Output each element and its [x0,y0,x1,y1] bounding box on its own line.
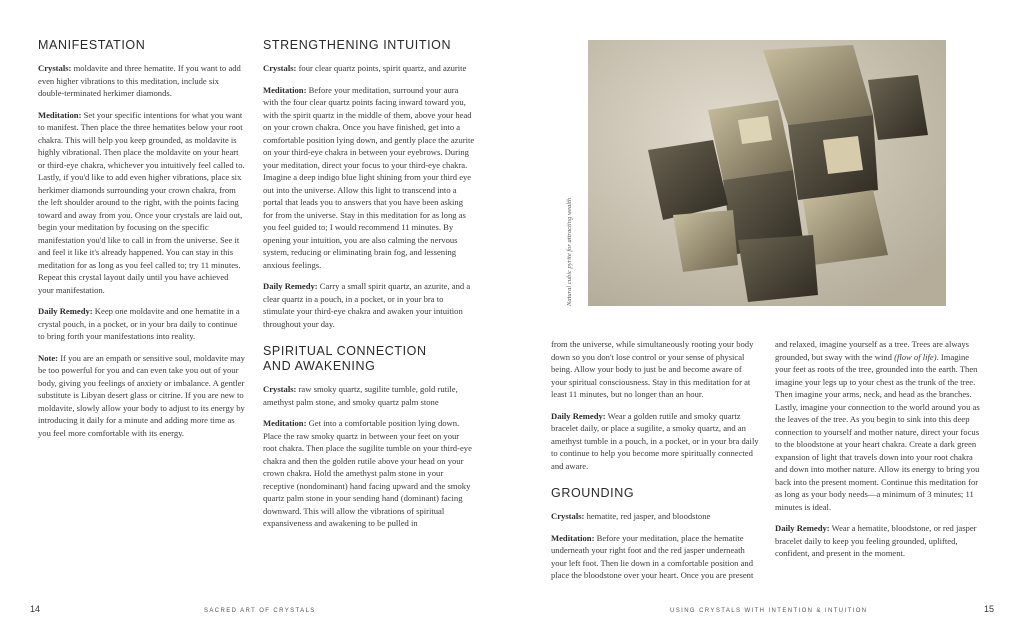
paragraph: from the universe, while simultaneously rooting your body down so you don't lose control or your sense of physical being. Allow your body to just be and become aware of your spiritual consciousness. Stay in this meditation for at least 11 minutes, but no longer than an hour. [551,339,754,399]
paragraph: Daily Remedy: Wear a golden rutile and smoky quartz bracelet daily, or place a sugilite, a smoky quartz, and an amethyst tumble in a pouch, in a pocket, or in your bra daily to continue to help you become more spiritually connected and aware. [551,410,759,471]
paragraph: Meditation: Before your meditation, surround your aura with the four clear quartz points facing inward toward you, with the spirit quartz in the middle of them, above your head on your crown chakra. Once you have finished, get into a comfortable position lying down, and gently place the azurite on your third-eye chakra in between your eyebrows. During your meditation, direct your focus to your third-eye chakra. Imagine a deep indigo blue light shining from your third eye out into the universe. Allow this light to transcend into a portal that leads you to answers that you have been asking for from the universe. Stay in this meditation for as long as you feel guided to; I would recommend 11 minutes. By opening your intuition, you are also calming the nervous system, reducing or eliminating brain fog, and lessening anxious feelings. [263,84,475,270]
paragraph: Meditation: Before your meditation, place the hematite underneath your right foot and the red jasper underneath your left foot. Then lie down in a comfortable position and place the bloodstone over your heart. Once you are present [551,532,754,580]
heading-spiritual-connection: SPIRITUAL CONNECTION AND AWAKENING [263,344,427,373]
paragraph: Crystals: moldavite and three hematite. If you want to add even higher vibrations to this meditation, include six double-terminated herkimer diamonds. [38,63,241,98]
running-footer-left: SACRED ART OF CRYSTALS [204,608,316,614]
page-number-left: 14 [30,604,41,614]
heading-manifestation: MANIFESTATION [38,38,146,52]
paragraph: Daily Remedy: Carry a small spirit quartz, an azurite, and a clear quartz in a pouch, in a pocket, or in your bra to stimulate your third-eye chakra and awaken your intuition throughout your day. [263,281,471,329]
paragraph: Daily Remedy: Wear a hematite, bloodstone, or red jasper bracelet daily to keep you feeling grounded, uplifted, confident, and present in the moment. [775,523,977,558]
pyrite-photo [588,40,946,306]
paragraph: Crystals: raw smoky quartz, sugilite tumble, gold rutile, amethyst palm stone, and smoky quartz palm stone [263,384,458,407]
pyrite-crystal-icon [588,40,946,306]
paragraph: Meditation: Set your specific intentions for what you want to manifest. Then place the three hematites below your root chakra. This will help you keep grounded, as moldavite is highly vibrational. Then place the moldavite on your heart or third-eye chakra, whichever you intuitively feel called to. Lastly, if you'd like to add even higher vibrations, place six herkimer diamonds surrounding your crown chakra, from the left shoulder around to the right, with the points facing toward and away from you. Once your crystals are laid out, begin your meditation by focusing on the specific manifestation you'd like to call in from the universe. See it and feel it like it's already happened. You can stay in this meditation for as long as you feel called to; try 11 minutes. Repeat this crystal layout daily until you have achieved your manifestation. [38,109,245,295]
heading-strengthening-intuition: STRENGTHENING INTUITION [263,38,452,52]
left-column [38,38,246,448]
paragraph: Daily Remedy: Keep one moldavite and one hematite in a crystal pouch, in a pocket, or in your bra daily to continue to bring forth your manifestations into reality. [38,306,240,341]
paragraph: Note: If you are an empath or sensitive soul, moldavite may be too powerful for you and can even take you out of your body, giving you feelings of anxiety or imbalance. A gentler substitute is Libyan desert glass or citrine. If you are new to moldavite, slowly allow your body to adjust to its energy by introducing it daily for a minute and adding more time as you feel more comfortable with its energy. [38,352,245,438]
right-column-b [775,338,985,569]
paragraph: Crystals: hematite, red jasper, and bloodstone [551,511,711,521]
running-footer-right: USING CRYSTALS WITH INTENTION & INTUITION [670,608,868,614]
paragraph: and relaxed, imagine yourself as a tree. Trees are always grounded, but sway with the wind (flow of life). Imagine your feet as roots of the tree, grounded into the earth. Then imagine your legs up to your chest as the trunk of the tree. Then imagine your arms, neck, and head as the branches. Lastly, imagine your connection to the world around you as the leaves of the tree. As you begin to sink into this deep connection to yourself and mother nature, direct your focus to the bloodstone at your heart chakra. Create a dark green expansion of light that travels down into your root chakra and down into mother nature. Allow its energy to bring you back into the present moment. Continue this meditation for as long as your body needs—a minimum of 3 minutes; 11 minutes is ideal. [775,339,980,512]
paragraph: Meditation: Get into a comfortable position lying down. Place the raw smoky quartz in between your feet on your root chakra. Then place the sugilite tumble on your third-eye chakra and then the golden rutile above your head on your crown chakra. Hold the amethyst palm stone in your receptive (nondominant) hand facing upward and the smoky quartz palm stone in your sending hand (dominant) facing downward. This will allow the vibrations of spiritual expansiveness and awakening to be pulled in [263,418,472,528]
right-column-a [551,338,759,591]
paragraph: Crystals: four clear quartz points, spirit quartz, and azurite [263,63,467,73]
heading-grounding: GROUNDING [551,486,635,500]
page-number-right: 15 [984,604,995,614]
middle-column [263,38,475,539]
photo-caption: Natural cubic pyrite for attracting wealth [566,197,573,306]
